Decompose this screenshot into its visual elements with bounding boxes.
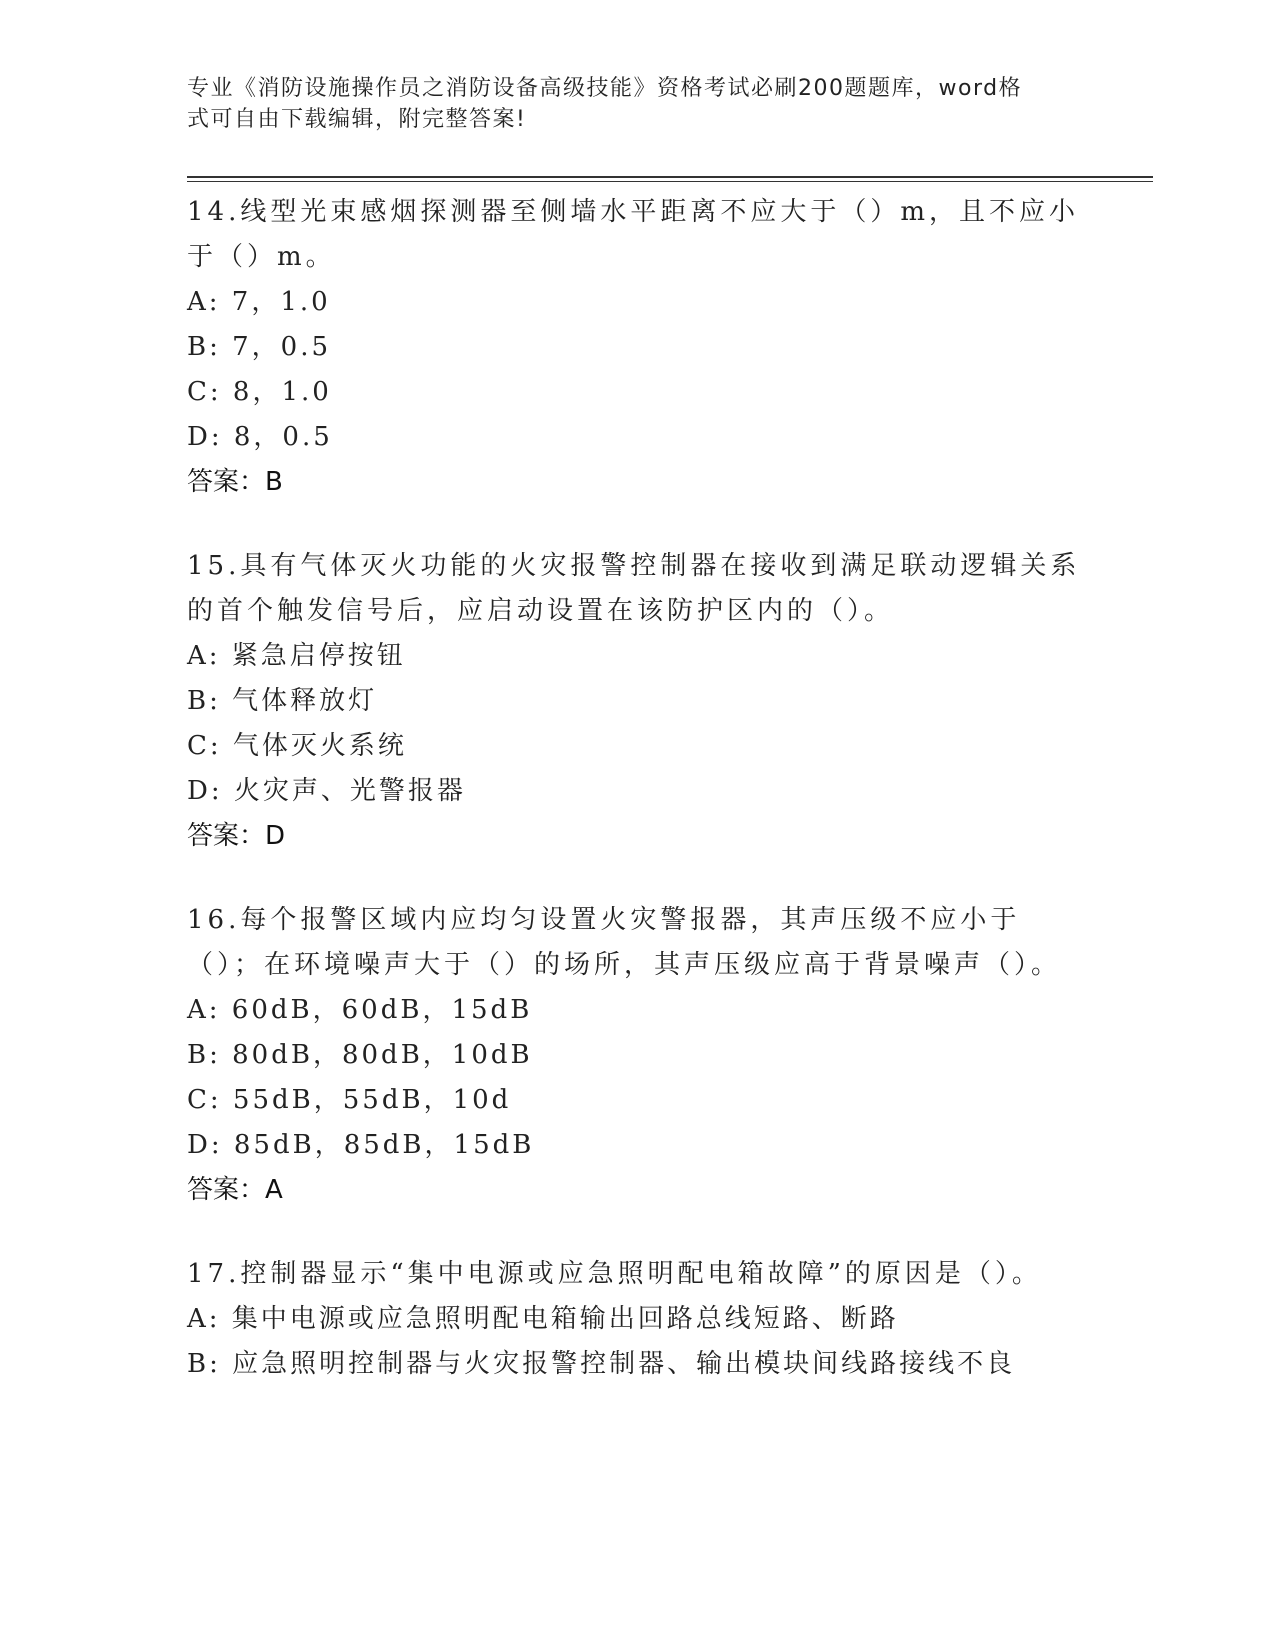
option-b: B: 应急照明控制器与火灾报警控制器、输出模块间线路接线不良 bbox=[187, 1349, 1016, 1379]
option-c: C: 55dB，55dB，10d bbox=[187, 1085, 512, 1115]
option-d: D: 85dB，85dB，15dB bbox=[187, 1130, 535, 1160]
option-d: D: 火灾声、光警报器 bbox=[187, 776, 466, 806]
header-divider-thick bbox=[187, 176, 1153, 178]
header-title-line-2: 式可自由下载编辑，附完整答案! bbox=[187, 107, 527, 132]
answer-label: 答案：D bbox=[187, 821, 286, 851]
document-header bbox=[187, 73, 1067, 135]
option-c: C: 气体灭火系统 bbox=[187, 731, 407, 761]
question-stem: 15.具有气体灭火功能的火灾报警控制器在接收到满足联动逻辑关系的首个触发信号后，应启动设置在该防护区内的（）。 bbox=[187, 551, 1081, 626]
option-b: B: 80dB，80dB，10dB bbox=[187, 1040, 533, 1070]
option-b: B: 7，0.5 bbox=[187, 332, 332, 362]
header-divider-thin bbox=[187, 181, 1153, 182]
question-list bbox=[187, 190, 1087, 1427]
question-16 bbox=[187, 898, 1087, 1212]
answer-label: 答案：A bbox=[187, 1175, 283, 1205]
option-d: D: 8，0.5 bbox=[187, 422, 333, 452]
question-stem: 17.控制器显示“集中电源或应急照明配电箱故障”的原因是（）。 bbox=[187, 1259, 1042, 1289]
option-a: A: 7，1.0 bbox=[187, 287, 331, 317]
option-b: B: 气体释放灯 bbox=[187, 686, 378, 716]
question-15 bbox=[187, 544, 1087, 858]
option-a: A: 60dB，60dB，15dB bbox=[187, 995, 533, 1025]
question-stem: 14.线型光束感烟探测器至侧墙水平距离不应大于（）m，且不应小于（）m。 bbox=[187, 197, 1080, 272]
question-14 bbox=[187, 190, 1087, 504]
option-c: C: 8，1.0 bbox=[187, 377, 332, 407]
option-a: A: 紧急启停按钮 bbox=[187, 641, 406, 671]
header-title-line-1: 专业《消防设施操作员之消防设备高级技能》资格考试必刷200题题库，word格 bbox=[187, 76, 1023, 101]
option-a: A: 集中电源或应急照明配电箱输出回路总线短路、断路 bbox=[187, 1304, 899, 1334]
answer-label: 答案：B bbox=[187, 467, 283, 497]
question-17 bbox=[187, 1252, 1087, 1387]
question-stem: 16.每个报警区域内应均匀设置火灾警报器，其声压级不应小于（）；在环境噪声大于（）的场所，其声压级应高于背景噪声（）。 bbox=[187, 905, 1062, 980]
